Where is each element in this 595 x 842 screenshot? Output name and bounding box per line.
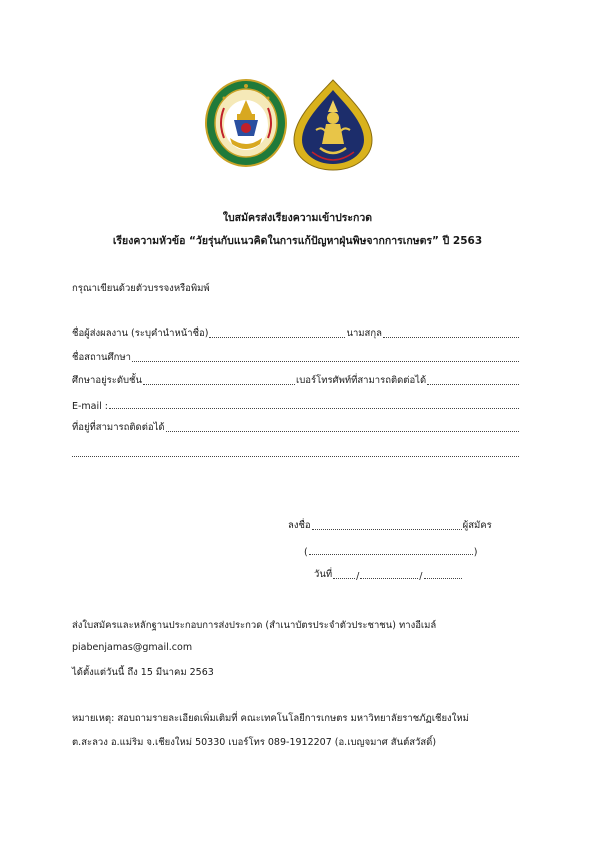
school-label: ชื่อสถานศึกษา — [72, 352, 131, 363]
address-field-2[interactable] — [72, 456, 519, 457]
surname-field[interactable] — [383, 337, 519, 338]
school-row — [72, 351, 520, 365]
phone-label: เบอร์โทรศัพท์ที่สามารถติดต่อได้ — [296, 375, 427, 386]
school-field[interactable] — [132, 361, 519, 362]
submission-deadline: ได้ตั้งแต่วันนี้ ถึง 15 มีนาคม 2563 — [72, 667, 214, 678]
printed-name-field[interactable] — [309, 554, 473, 555]
sign-label: ลงชื่อ — [288, 520, 311, 531]
printed-name-row — [304, 544, 477, 558]
phone-field[interactable] — [427, 384, 519, 385]
name-row — [72, 327, 520, 341]
faculty-emblem-logo — [286, 78, 380, 172]
date-label: วันที่ — [314, 569, 333, 580]
university-seal-logo — [204, 78, 288, 168]
essay-topic-title: เรียงความหัวข้อ “วัยรุ่นกับแนวคิดในการแก้ปัญหาฝุ่นพิษจากการเกษตร” ปี 2563 — [112, 235, 483, 247]
address-row-2 — [72, 446, 520, 460]
open-paren: ( — [304, 547, 308, 558]
note-line-2: ต.สะลวง อ.แม่ริม จ.เชียงใหม่ 50330 เบอร์โทร 089-1912207 (อ.เบญจมาศ สันต์สวัสดิ์) — [72, 737, 437, 748]
address-row — [72, 421, 520, 435]
signature-row — [288, 519, 492, 533]
date-month-field[interactable] — [360, 578, 418, 579]
date-day-field[interactable] — [333, 578, 355, 579]
email-field[interactable] — [109, 408, 519, 409]
applicant-label: ผู้สมัคร — [462, 520, 492, 531]
date-row — [314, 568, 463, 582]
instruction-text: กรุณาเขียนด้วยตัวบรรจงหรือพิมพ์ — [72, 283, 210, 294]
address-field[interactable] — [166, 431, 519, 432]
surname-label: นามสกุล — [346, 328, 382, 339]
level-field[interactable] — [143, 384, 295, 385]
date-slash-2: / — [419, 571, 423, 582]
signature-field[interactable] — [312, 529, 462, 530]
email-label: E-mail : — [72, 401, 109, 412]
name-label: ชื่อผู้ส่งผลงาน (ระบุคำนำหน้าชื่อ) — [72, 328, 209, 339]
date-year-field[interactable] — [424, 578, 462, 579]
form-title: ใบสมัครส่งเรียงความเข้าประกวด — [222, 212, 373, 224]
address-label: ที่อยู่ที่สามารถติดต่อได้ — [72, 422, 165, 433]
submission-email: piabenjamas@gmail.com — [72, 642, 193, 653]
close-paren: ) — [473, 547, 478, 558]
name-field[interactable] — [209, 337, 345, 338]
note-line-1: หมายเหตุ: สอบถามรายละเอียดเพิ่มเติมที่ คณะเทคโนโลยีการเกษตร มหาวิทยาลัยราชภัฏเชียงใหม่ — [72, 713, 469, 724]
email-row — [72, 398, 520, 412]
date-slash-1: / — [356, 571, 360, 582]
submission-instruction: ส่งใบสมัครและหลักฐานประกอบการส่งประกวด (สำเนาบัตรประจำตัวประชาชน) ทางอีเมล์ — [72, 620, 437, 631]
level-phone-row — [72, 374, 520, 388]
level-label: ศึกษาอยู่ระดับชั้น — [72, 375, 142, 386]
logo-group — [0, 78, 595, 172]
